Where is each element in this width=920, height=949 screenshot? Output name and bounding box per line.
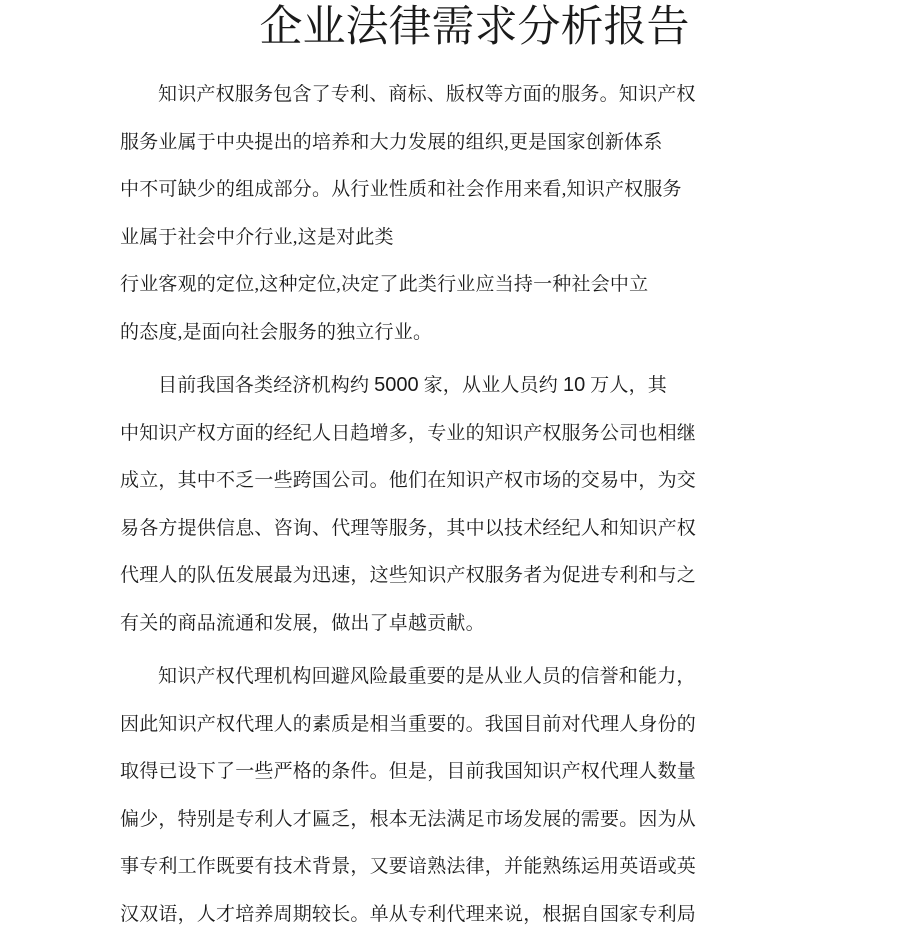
text-line: 目前我国各类经济机构约 5000 家，从业人员约 10 万人，其 — [158, 374, 667, 396]
text-line: 服务业属于中央提出的培养和大力发展的组织,更是国家创新体系 — [120, 131, 663, 153]
text-line: 知识产权代理机构回避风险最重要的是从业人员的信誉和能力， — [158, 666, 696, 687]
paragraph-economic-institutions — [120, 362, 829, 647]
paragraph-agent-quality — [120, 653, 829, 938]
text-line: 汉双语，人才培养周期较长。单从专利代理来说，根据自国家专利局 — [120, 903, 697, 925]
document-body — [120, 71, 829, 938]
document-title: 企业法律需求分析报告 — [259, 4, 690, 51]
text-line: 中知识产权方面的经纪人日趋增多，专业的知识产权服务公司也相继 — [120, 422, 697, 444]
text-line: 成立，其中不乏一些跨国公司。他们在知识产权市场的交易中，为交 — [120, 470, 697, 491]
text-line: 易各方提供信息、咨询、代理等服务，其中以技术经纪人和知识产权 — [120, 517, 697, 539]
text-line: 取得已设下了一些严格的条件。但是，目前我国知识产权代理人数量 — [120, 761, 697, 782]
text-line: 的态度,是面向社会服务的独立行业。 — [120, 321, 433, 343]
text-line: 有关的商品流通和发展，做出了卓越贡献。 — [120, 612, 485, 634]
text-line: 知识产权服务包含了专利、商标、版权等方面的服务。知识产权 — [158, 84, 696, 105]
text-line: 事专利工作既要有技术背景，又要谙熟法律，并能熟练运用英语或英 — [120, 856, 697, 877]
text-line: 因此知识产权代理人的素质是相当重要的。我国目前对代理人身份的 — [120, 713, 697, 735]
text-line: 代理人的队伍发展最为迅速，这些知识产权服务者为促进专利和与之 — [120, 565, 697, 586]
text-line: 偏少，特别是专利人才匾乏，根本无法满足市场发展的需要。因为从 — [120, 808, 697, 830]
text-line: 行业客观的定位,这种定位,决定了此类行业应当持一种社会中立 — [120, 274, 649, 295]
text-line: 业属于社会中介行业,这是对此类 — [120, 226, 394, 248]
paragraph-intellectual-property-services — [120, 71, 829, 356]
text-line: 中不可缺少的组成部分。从行业性质和社会作用来看,知识产权服务 — [120, 179, 682, 200]
